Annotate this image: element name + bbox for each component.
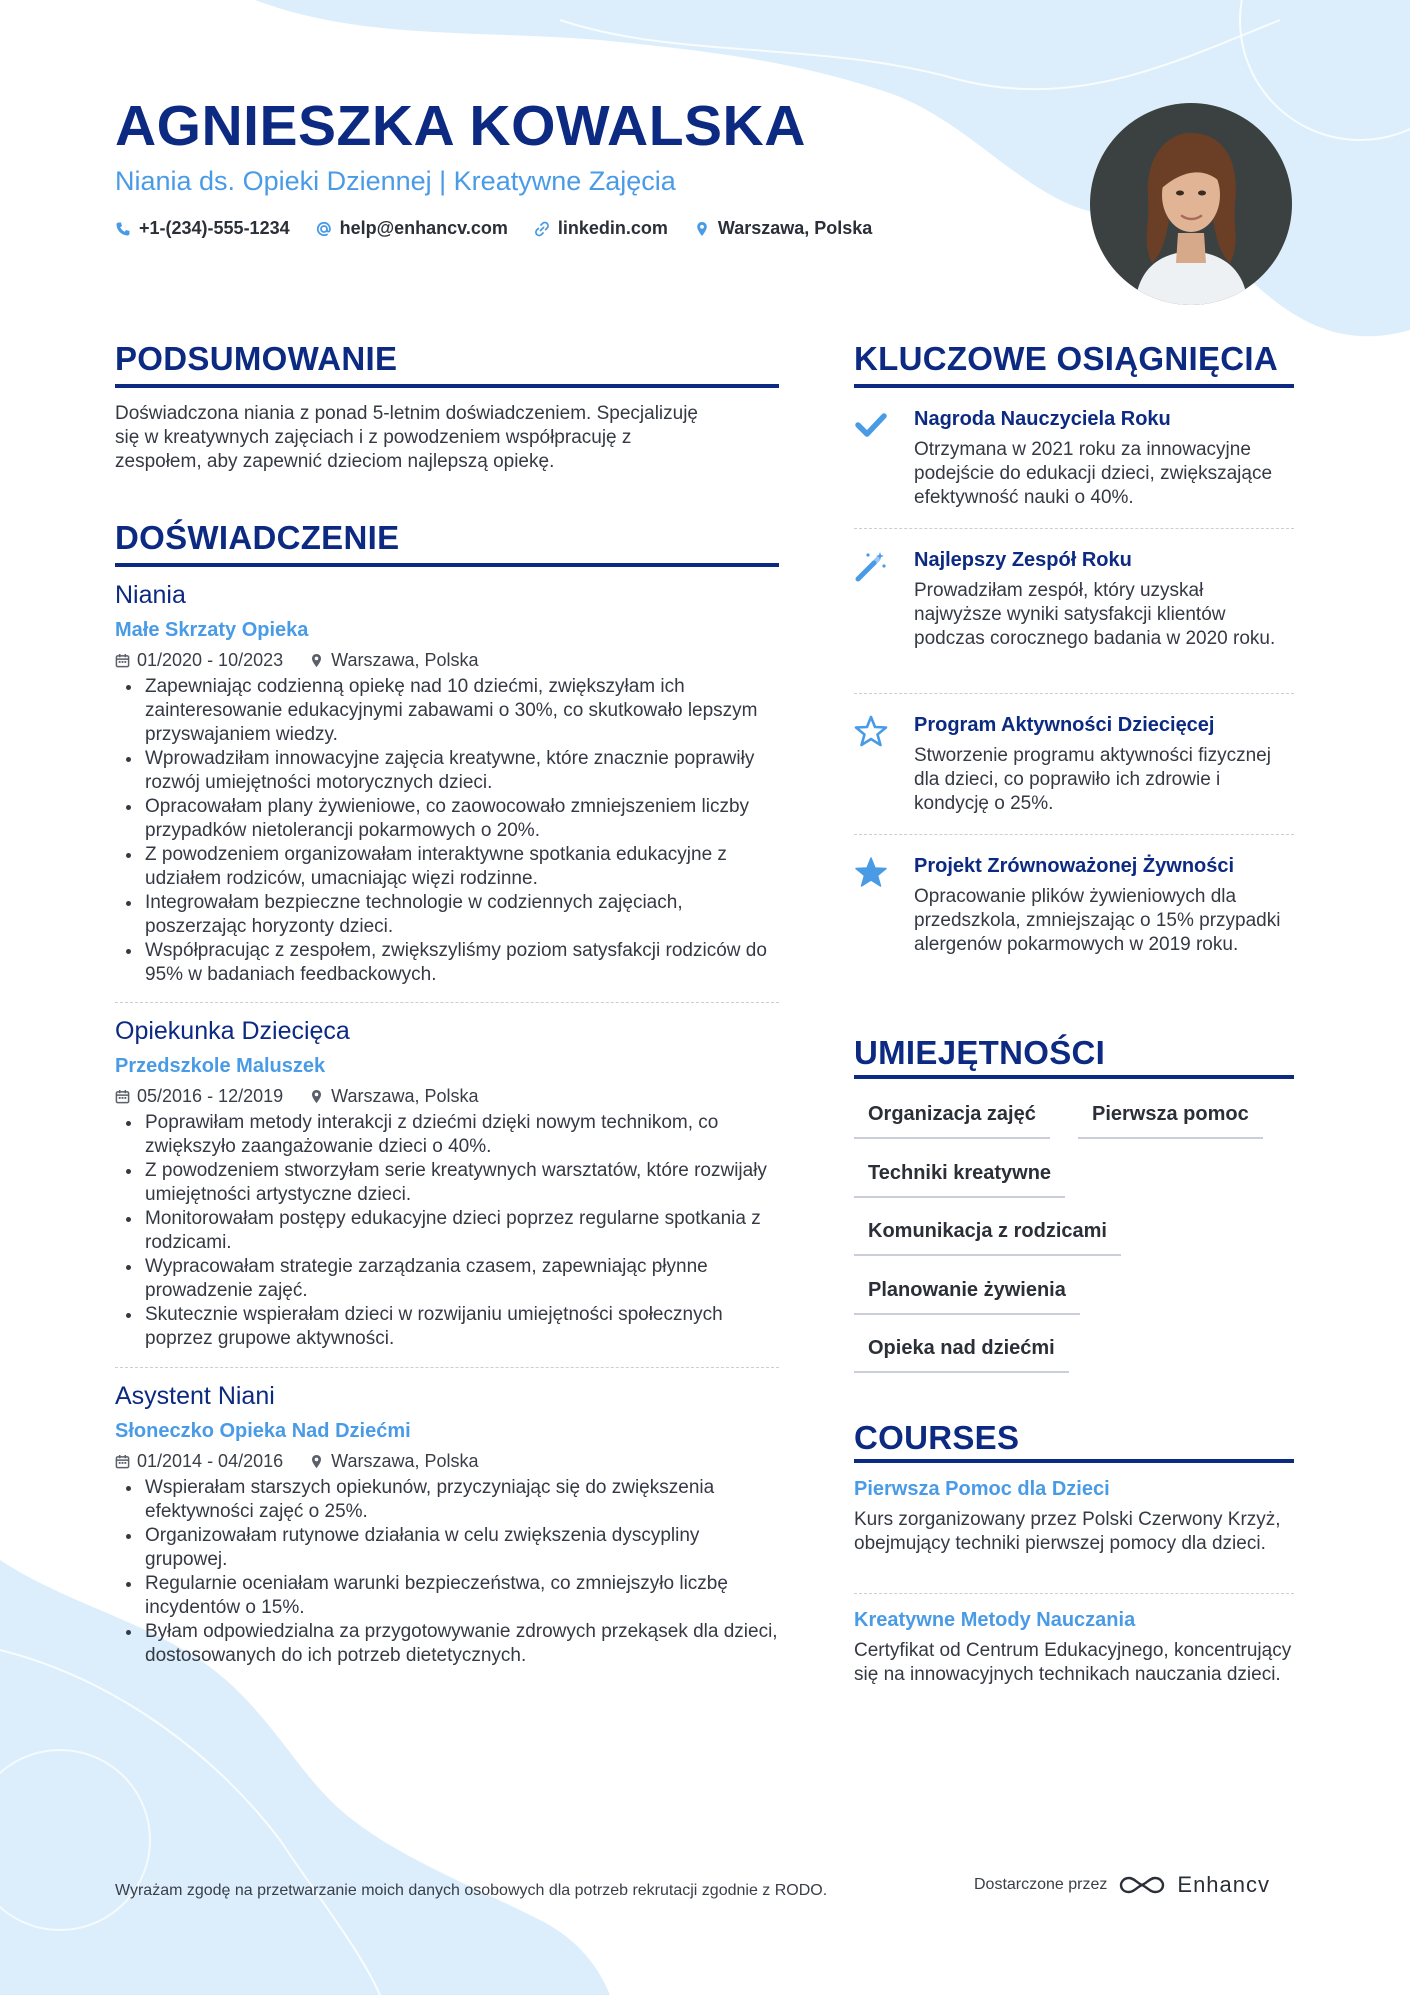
experience-entry (115, 580, 779, 987)
profile-photo (1090, 103, 1292, 305)
job-meta (115, 649, 779, 671)
achievement-desc: Stworzenie programu aktywności fizycznej dla dzieci, co poprawiło ich zdrowie i kondycję o 25%. (914, 745, 1271, 814)
entry-divider (854, 528, 1294, 529)
contact-email[interactable] (316, 218, 508, 239)
contact-email-text: help@enhancv.com (339, 218, 508, 238)
achievement-item (854, 853, 1294, 957)
summary-line: zespołem, aby zapewnić dzieciom najlepszą opiekę. (115, 451, 555, 472)
job-company: Słoneczko Opieka Nad Dziećmi (115, 1420, 411, 1442)
skill-tag: Pierwsza pomoc (1078, 1101, 1263, 1139)
entry-divider (854, 834, 1294, 835)
achievement-title: Projekt Zrównoważonej Żywności (914, 855, 1235, 877)
skills-divider (854, 1075, 1294, 1079)
contact-phone[interactable] (115, 218, 290, 239)
job-dates: 01/2014 - 04/2016 (137, 1451, 284, 1471)
job-bullet: • Wypracowałam strategie zarządzania czasem, zapewniając płynne prowadzenie zajęć. (143, 1255, 779, 1303)
course-item (854, 1476, 1294, 1556)
achievement-title: Najlepszy Zespół Roku (914, 549, 1132, 571)
job-bullet: • Skutecznie wspierałam dzieci w rozwijaniu umiejętności społecznych poprzez grupowe aktywności. (143, 1303, 779, 1351)
course-desc: Certyfikat od Centrum Edukacyjnego, koncentrujący się na innowacyjnych technikach nauczania dzieci. (854, 1640, 1292, 1685)
location-pin-icon (309, 653, 324, 668)
entry-divider (115, 1002, 779, 1003)
skill-tag: Techniki kreatywne (854, 1160, 1065, 1198)
achievement-item (854, 406, 1294, 510)
course-desc: Kurs zorganizowany przez Polski Czerwony Krzyż, obejmujący techniki pierwszej pomocy dla dzieci. (854, 1509, 1281, 1554)
summary-line: się w kreatywnych zajęciach i z powodzeniem współpracuję z (115, 427, 632, 448)
courses-divider (854, 1459, 1294, 1463)
job-dates: 05/2016 - 12/2019 (137, 1086, 284, 1106)
job-bullet: • Regularnie oceniałam warunki bezpieczeństwa, co zmniejszyło liczbę incydentów o 15%. (143, 1572, 779, 1620)
experience-entry (115, 1016, 779, 1351)
contact-phone-text: +1-(234)-555-1234 (139, 218, 290, 238)
experience-section-title: DOŚWIADCZENIE (115, 519, 400, 556)
achievement-item (854, 712, 1294, 816)
candidate-name: AGNIESZKA KOWALSKA (115, 94, 806, 158)
checkmark-icon (854, 408, 888, 442)
skills-section-title: UMIEJĘTNOŚCI (854, 1034, 1106, 1071)
course-item (854, 1607, 1294, 1687)
candidate-subtitle: Niania ds. Opieki Dziennej | Kreatywne Zajęcia (115, 166, 676, 196)
powered-by[interactable] (974, 1872, 1270, 1898)
achievement-title: Program Aktywności Dziecięcej (914, 714, 1215, 736)
enhancv-brand: Enhancv (1177, 1872, 1271, 1897)
job-bullets (115, 1111, 779, 1351)
job-location: Warszawa, Polska (331, 1451, 479, 1471)
experience-divider (115, 563, 779, 567)
course-title: Pierwsza Pomoc dla Dzieci (854, 1478, 1110, 1500)
achievements-divider (854, 384, 1294, 388)
star-outline-icon (854, 714, 888, 748)
job-bullet: • Monitorowałam postępy edukacyjne dzieci poprzez regularne spotkania z rodzicami. (143, 1207, 779, 1255)
location-pin-icon (694, 221, 710, 237)
summary-line: Doświadczona niania z ponad 5-letnim doświadczeniem. Specjalizuję (115, 403, 698, 424)
location-pin-icon (309, 1454, 324, 1469)
job-bullet: • Zapewniając codzienną opiekę nad 10 dziećmi, zwiększyłam ich zainteresowanie edukacyjnymi zabawami o 30%, co skutkowało lepszym przyswajaniem wiedzy. (143, 675, 779, 747)
contact-linkedin[interactable] (534, 218, 668, 239)
achievement-desc: Prowadziłam zespół, który uzyskał najwyższe wyniki satysfakcji klientów podczas corocznego badania w 2020 roku. (914, 580, 1276, 649)
at-sign-icon (316, 221, 332, 237)
contact-linkedin-text: linkedin.com (557, 218, 668, 238)
entry-divider (115, 1367, 779, 1368)
link-icon (534, 221, 550, 237)
job-location: Warszawa, Polska (331, 1086, 479, 1106)
job-company: Małe Skrzaty Opieka (115, 619, 309, 641)
job-bullet: • Organizowałam rutynowe działania w celu zwiększenia dyscypliny grupowej. (143, 1524, 779, 1572)
job-dates: 01/2020 - 10/2023 (137, 650, 284, 670)
summary-text (115, 402, 779, 474)
skill-tag: Planowanie żywienia (854, 1277, 1080, 1315)
job-bullet: • Z powodzeniem organizowałam interaktywne spotkania edukacyjne z udziałem rodziców, umacniając więzi rodzinne. (143, 843, 779, 891)
calendar-icon (115, 1089, 130, 1104)
job-bullet: • Poprawiłam metody interakcji z dziećmi dzięki nowym technikom, co zwiększyło zaangażowanie dzieci o 40%. (143, 1111, 779, 1159)
experience-entry (115, 1381, 779, 1668)
entry-divider (854, 1593, 1294, 1594)
job-bullet: • Byłam odpowiedzialna za przygotowywanie zdrowych przekąsek dla dzieci, dostosowanych do ich potrzeb dietetycznych. (143, 1620, 779, 1668)
job-title: Opiekunka Dziecięca (115, 1017, 350, 1045)
skill-tag: Opieka nad dziećmi (854, 1335, 1069, 1373)
entry-divider (854, 693, 1294, 694)
job-bullet: • Wprowadziłam innowacyjne zajęcia kreatywne, które znacznie poprawiły rozwój umiejętności motorycznych dzieci. (143, 747, 779, 795)
summary-section-title: PODSUMOWANIE (115, 340, 398, 377)
job-company: Przedszkole Maluszek (115, 1055, 326, 1077)
enhancv-logo-icon (1119, 1872, 1165, 1898)
achievement-desc: Opracowanie plików żywieniowych dla przedszkola, zmniejszając o 15% przypadki alergenów pokarmowych w 2019 roku. (914, 886, 1281, 955)
achievements-section-title: KLUCZOWE OSIĄGNIĘCIA (854, 340, 1278, 377)
calendar-icon (115, 1454, 130, 1469)
gdpr-consent: Wyrażam zgodę na przetwarzanie moich danych osobowych dla potrzeb rekrutacji zgodnie z RODO. (115, 1882, 828, 1899)
job-bullet: • Z powodzeniem stworzyłam serie kreatywnych warsztatów, które rozwijały umiejętności artystyczne dzieci. (143, 1159, 779, 1207)
contact-location-text: Warszawa, Polska (717, 218, 873, 238)
job-meta (115, 1085, 779, 1107)
job-location: Warszawa, Polska (331, 650, 479, 670)
job-bullets (115, 1476, 779, 1668)
job-meta (115, 1450, 779, 1472)
magic-wand-icon (854, 549, 888, 583)
powered-by-label: Dostarczone przez (974, 1876, 1108, 1893)
job-bullet: • Wspierałam starszych opiekunów, przyczyniając się do zwiększenia efektywności zajęć o 25%. (143, 1476, 779, 1524)
achievement-desc: Otrzymana w 2021 roku za innowacyjne podejście do edukacji dzieci, zwiększające efektywność nauki o 40%. (914, 439, 1273, 508)
achievement-item (854, 547, 1294, 651)
calendar-icon (115, 653, 130, 668)
summary-divider (115, 384, 779, 388)
achievement-title: Nagroda Nauczyciela Roku (914, 408, 1171, 430)
job-bullet: • Integrowałam bezpieczne technologie w codziennych zajęciach, poszerzając horyzonty dzieci. (143, 891, 779, 939)
job-title: Niania (115, 581, 186, 609)
course-title: Kreatywne Metody Nauczania (854, 1609, 1136, 1631)
job-bullet: • Opracowałam plany żywieniowe, co zaowocowało zmniejszeniem liczby przypadków nietolerancji pokarmowych o 20%. (143, 795, 779, 843)
job-bullet: • Współpracując z zespołem, zwiększyliśmy poziom satysfakcji rodziców do 95% w badaniach feedbackowych. (143, 939, 779, 987)
contact-bar (115, 218, 872, 239)
skill-tag: Organizacja zajęć (854, 1101, 1050, 1139)
contact-location (694, 218, 872, 239)
star-filled-icon (854, 855, 888, 889)
location-pin-icon (309, 1089, 324, 1104)
skill-tag: Komunikacja z rodzicami (854, 1218, 1121, 1256)
job-title: Asystent Niani (115, 1382, 275, 1410)
courses-section-title: COURSES (854, 1419, 1020, 1456)
phone-icon (115, 221, 131, 237)
job-bullets (115, 675, 779, 987)
